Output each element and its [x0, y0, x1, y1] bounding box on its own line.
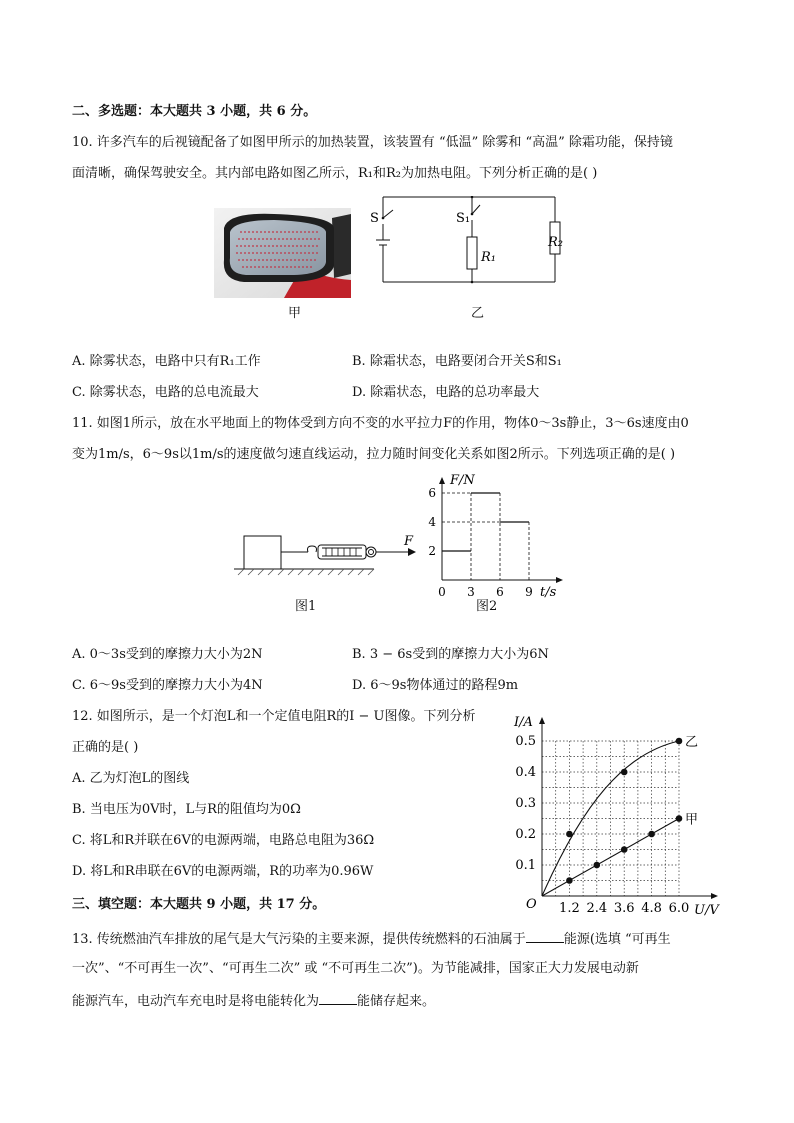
- switch-s1-label: S₁: [456, 211, 471, 226]
- iu-jia-point: [648, 831, 655, 838]
- force-f-label: F: [404, 534, 414, 549]
- iu-x-tick-label: 4.8: [641, 901, 662, 916]
- ft-x-tick-label: 6: [496, 585, 504, 599]
- iu-x-tick-label: 6.0: [668, 901, 690, 916]
- ft-x-tick-label: 3: [467, 585, 475, 599]
- q13-line-1-text-b: 能源(选填 “可再生: [563, 932, 671, 947]
- ft-x-tick-label: 9: [525, 585, 533, 599]
- iu-series-jia-label: 甲: [685, 812, 699, 828]
- q13-line-3: [72, 990, 435, 1012]
- iu-y-tick-label: 0.2: [515, 827, 536, 842]
- q13-line-1: [72, 928, 671, 950]
- iu-jia-point: [621, 846, 628, 853]
- ft-y-tick-label: 6: [428, 486, 436, 500]
- iu-yi-point: [676, 738, 683, 745]
- q10-option-b[interactable]: B. 除霜状态，电路要闭合开关S和S₁: [352, 354, 562, 369]
- ft-guide-lines: [442, 493, 529, 580]
- iu-jia-point: [676, 815, 683, 822]
- q11-option-a[interactable]: A. 0～3s受到的摩擦力大小为2N: [72, 647, 263, 662]
- ft-series: [442, 493, 529, 551]
- q13-line-2: 一次”、“不可再生一次”、“可再生二次” 或 “不可再生二次”)。为节能减排，国家正大力发展电动新: [72, 961, 639, 976]
- q10-option-a[interactable]: A. 除雾状态，电路中只有R₁工作: [72, 354, 261, 369]
- ft-x-axis-label: t/s: [540, 585, 557, 600]
- iu-y-tick-label: 0.3: [515, 796, 536, 811]
- q12-stem-line-2: 正确的是( ): [72, 740, 139, 755]
- fig1-caption: 图1: [295, 599, 317, 614]
- q11-stem-line-1: 11. 如图1所示，放在水平地面上的物体受到方向不变的水平拉力F的作用，物体0～3s静止，3～6s速度由0: [72, 416, 689, 431]
- q13-line-3-text-a: 能源汽车，电动汽车充电时是将电能转化为: [72, 994, 320, 1009]
- iu-y-tick-label: 0.1: [515, 858, 536, 873]
- q11-option-c[interactable]: C. 6～9s受到的摩擦力大小为4N: [72, 678, 263, 693]
- q10-option-c[interactable]: C. 除雾状态，电路的总电流最大: [72, 385, 259, 400]
- iu-y-tick-label: 0.4: [515, 765, 536, 780]
- q12-stem-line-1: 12. 如图所示，是一个灯泡L和一个定值电阻R的I − U图像。下列分析: [72, 709, 476, 724]
- q13-line-3-text-b: 能储存起来。: [357, 994, 436, 1009]
- q10-option-d[interactable]: D. 除霜状态，电路的总功率最大: [352, 385, 540, 400]
- iu-yi-point: [621, 769, 628, 776]
- fig-yi-caption: 乙: [471, 306, 485, 321]
- q13-blank-1[interactable]: [526, 928, 564, 943]
- mirror-photo: [214, 208, 351, 298]
- iu-jia-point: [566, 877, 573, 884]
- iu-series: [542, 735, 698, 896]
- ft-y-tick-label: 2: [428, 544, 436, 558]
- q11-option-d[interactable]: D. 6～9s物体通过的路程9m: [352, 678, 519, 693]
- iu-jia-point: [594, 862, 601, 869]
- fig2-caption: 图2: [476, 599, 498, 614]
- q12-option-c[interactable]: C. 将L和R并联在6V的电源两端，电路总电阻为36Ω: [72, 833, 375, 848]
- q12-option-d[interactable]: D. 将L和R串联在6V的电源两端，R的功率为0.96W: [72, 864, 374, 879]
- q10-stem-line-2: 面清晰，确保驾驶安全。其内部电路如图乙所示，R₁和R₂为加热电阻。下列分析正确的是( ): [72, 166, 598, 181]
- iu-series-jia-line: [542, 819, 679, 897]
- q13-line-1-text-a: 13. 传统燃油汽车排放的尾气是大气污染的主要来源，提供传统燃料的石油属于: [72, 932, 526, 947]
- section-2-title: 二、多选题：本大题共 3 小题，共 6 分。: [72, 104, 317, 119]
- force-time-chart: [420, 470, 570, 600]
- current-voltage-chart: [508, 708, 728, 920]
- q10-stem-line-1: 10. 许多汽车的后视镜配备了如图甲所示的加热装置，该装置有 “低温” 除雾和 “高温” 除霜功能，保持镜: [72, 135, 673, 150]
- switch-s-label: S: [370, 211, 379, 226]
- iu-x-tick-label: 2.4: [586, 901, 608, 916]
- q11-option-b[interactable]: B. 3 − 6s受到的摩擦力大小为6N: [352, 647, 549, 662]
- iu-series-yi-label: 乙: [685, 735, 699, 750]
- iu-x-tick-label: 1.2: [559, 901, 580, 916]
- iu-y-tick-label: 0.5: [515, 734, 536, 749]
- iu-grid: [542, 741, 679, 896]
- iu-x-tick-label: 3.6: [613, 901, 635, 916]
- resistor-r2-label: R₂: [548, 235, 563, 250]
- q11-stem-line-2: 变为1m/s，6～9s以1m/s的速度做匀速直线运动，拉力随时间变化关系如图2所示。下列选项正确的是( ): [72, 447, 676, 462]
- q12-option-a[interactable]: A. 乙为灯泡L的图线: [72, 771, 190, 786]
- q13-blank-2[interactable]: [319, 990, 357, 1005]
- iu-origin-label: O: [526, 897, 537, 912]
- q12-option-b[interactable]: B. 当电压为0V时，L与R的阻值均为0Ω: [72, 802, 301, 817]
- block-spring-figure: [234, 528, 424, 578]
- iu-x-axis-label: U/V: [694, 903, 719, 918]
- iu-yi-point: [566, 831, 573, 838]
- ft-x-tick-label: 0: [438, 585, 446, 599]
- resistor-r1-label: R₁: [481, 250, 496, 265]
- iu-y-axis-label: I/A: [514, 715, 533, 730]
- circuit-diagram: [366, 196, 566, 288]
- ft-y-axis-label: F/N: [450, 473, 475, 488]
- ft-y-tick-label: 4: [428, 515, 436, 529]
- fig-jia-caption: 甲: [288, 306, 302, 321]
- section-3-title: 三、填空题：本大题共 9 小题，共 17 分。: [72, 897, 326, 912]
